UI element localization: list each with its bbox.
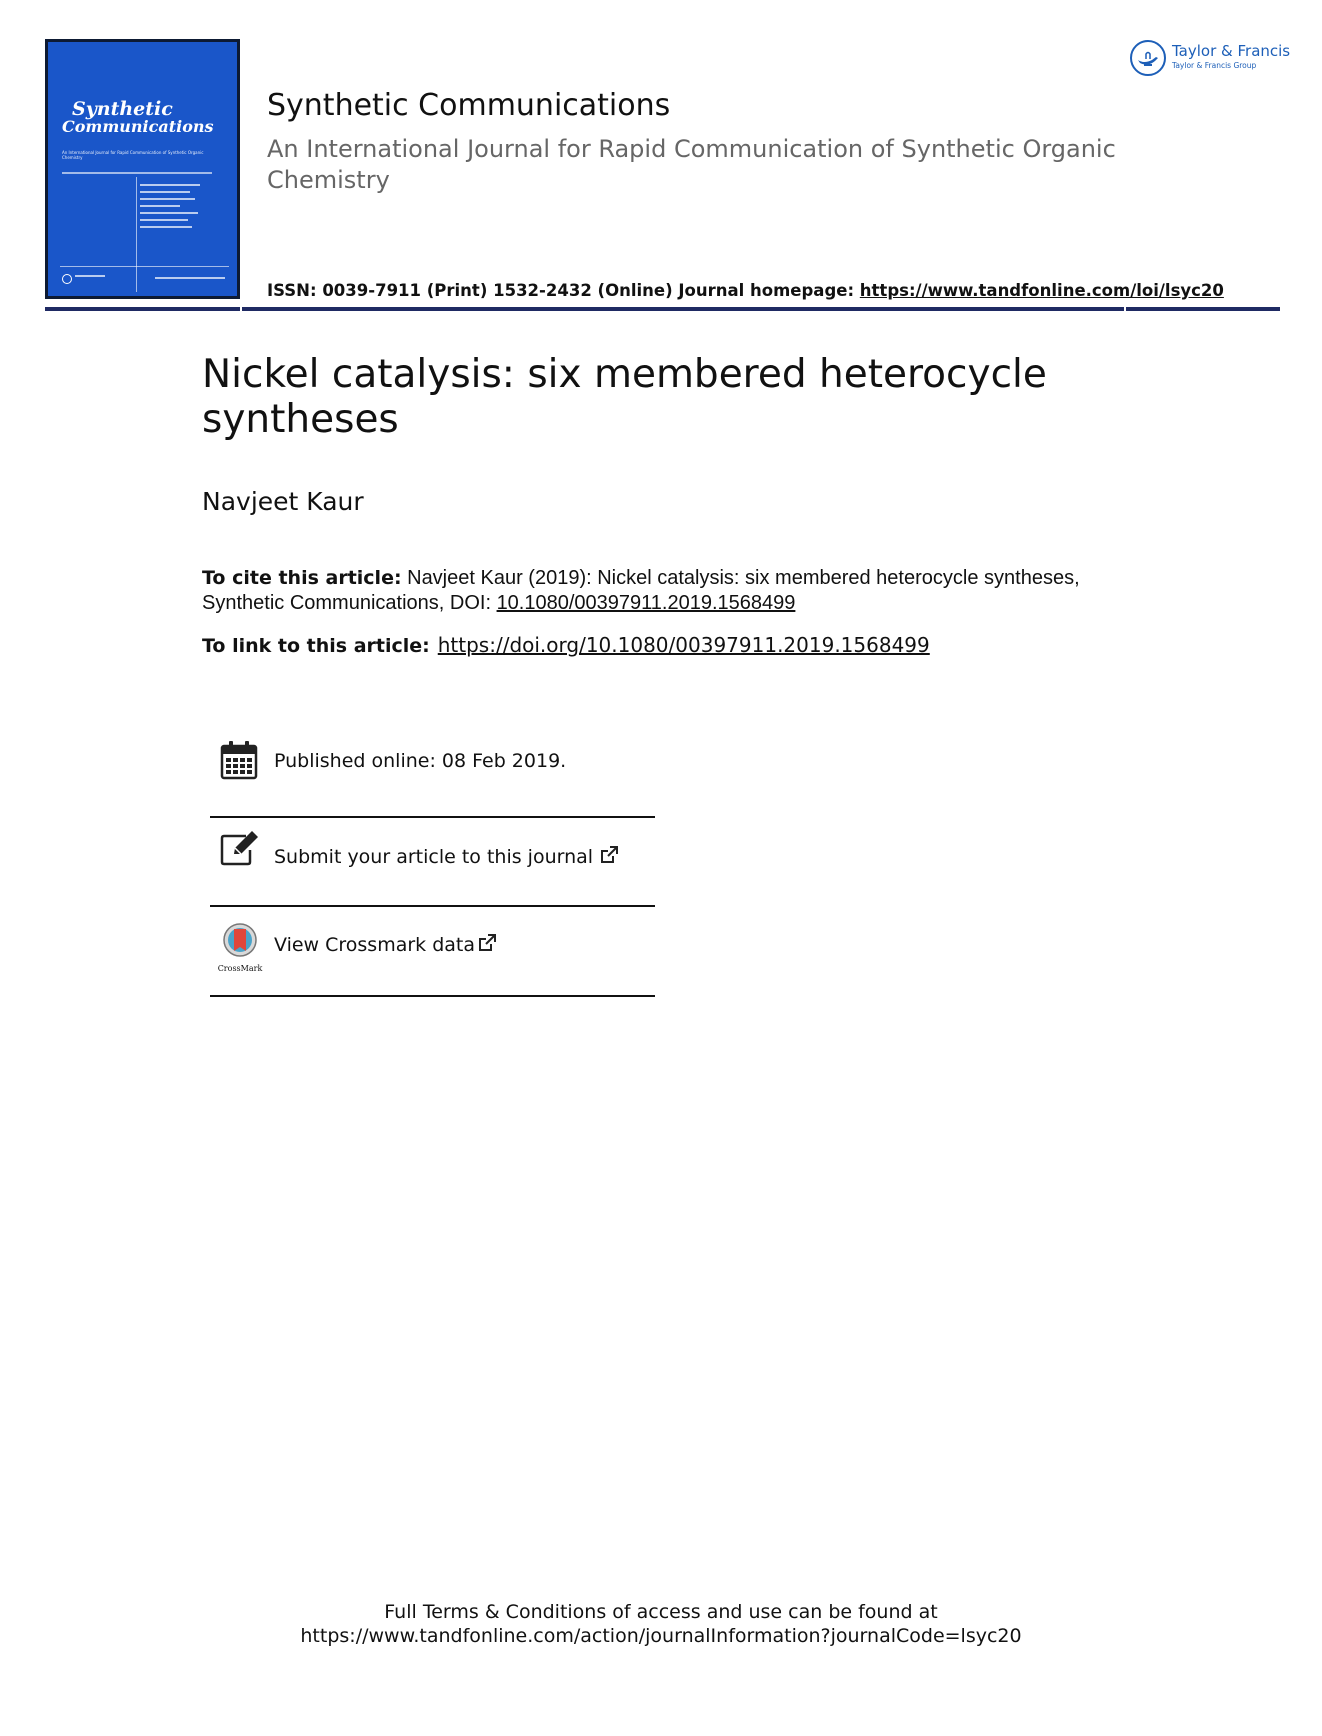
submit-article-link[interactable]	[274, 845, 619, 870]
crossmark-link[interactable]	[274, 933, 497, 958]
cover-rule	[62, 172, 212, 174]
submit-article-text: Submit your article to this journal	[274, 846, 594, 868]
journal-subtitle: An International Journal for Rapid Communication of Synthetic Organic Chemistry	[267, 135, 1116, 194]
cover-footer-volume	[155, 277, 225, 279]
crossmark-icon	[217, 922, 263, 973]
doi-link[interactable]: 10.1080/00397911.2019.1568499	[496, 592, 796, 614]
taylor-francis-logo[interactable]	[1130, 38, 1290, 78]
taylor-francis-lamp-icon	[1130, 40, 1166, 76]
cover-title-line2: Communications	[62, 117, 214, 136]
header-divider	[45, 307, 1280, 311]
cover-publisher-logo-icon	[62, 274, 72, 284]
article-link-block	[202, 633, 930, 657]
article-doi-url-link[interactable]: https://doi.org/10.1080/00397911.2019.1568499	[437, 633, 930, 657]
terms-line: Full Terms & Conditions of access and use can be found at	[384, 1601, 938, 1623]
publisher-name: Taylor & Francis	[1172, 42, 1291, 60]
row-divider	[210, 905, 655, 907]
journal-cover-image	[45, 39, 240, 299]
cover-subtitle-text: An International Journal for Rapid Communication of Synthetic Organic Chemistry	[62, 150, 204, 160]
cover-footer	[60, 266, 229, 288]
issn-line	[267, 281, 1224, 300]
cover-footer-publisher	[75, 275, 105, 277]
external-link-icon	[477, 933, 497, 958]
cite-label: To cite this article:	[202, 567, 402, 589]
cover-title-line1: Synthetic	[72, 98, 173, 120]
terms-url[interactable]: https://www.tandfonline.com/action/journalInformation?journalCode=lsyc20	[300, 1625, 1022, 1647]
row-divider	[210, 995, 655, 997]
external-link-icon	[599, 845, 619, 870]
edit-icon	[220, 830, 260, 870]
cover-subtitle	[62, 150, 212, 160]
journal-homepage-link[interactable]: https://www.tandfonline.com/loi/lsyc20	[859, 281, 1224, 300]
cover-title	[62, 100, 214, 135]
header-divider-gap	[240, 307, 242, 311]
published-online-text: Published online: 08 Feb 2019.	[274, 750, 567, 772]
published-online-row	[210, 740, 655, 828]
link-label: To link to this article:	[202, 635, 430, 657]
terms-footer	[0, 1600, 1322, 1648]
article-title: Nickel catalysis: six membered heterocycle syntheses	[202, 352, 1047, 442]
publisher-group: Taylor & Francis Group	[1172, 61, 1257, 70]
header-divider-gap	[1124, 307, 1126, 311]
cite-text: Navjeet Kaur (2019): Nickel catalysis: six membered heterocycle syntheses, Synthetic Communications, DOI:	[202, 567, 1080, 614]
crossmark-text: View Crossmark data	[274, 934, 476, 956]
row-divider	[210, 816, 655, 818]
journal-title: Synthetic Communications	[267, 88, 671, 123]
citation-block	[202, 566, 1122, 616]
cover-editor-list	[140, 184, 200, 233]
issn-text: ISSN: 0039-7911 (Print) 1532-2432 (Online) Journal homepage:	[267, 281, 860, 300]
article-author: Navjeet Kaur	[202, 487, 364, 516]
calendar-icon	[220, 740, 260, 780]
crossmark-logo-text: CrossMark	[217, 964, 263, 973]
